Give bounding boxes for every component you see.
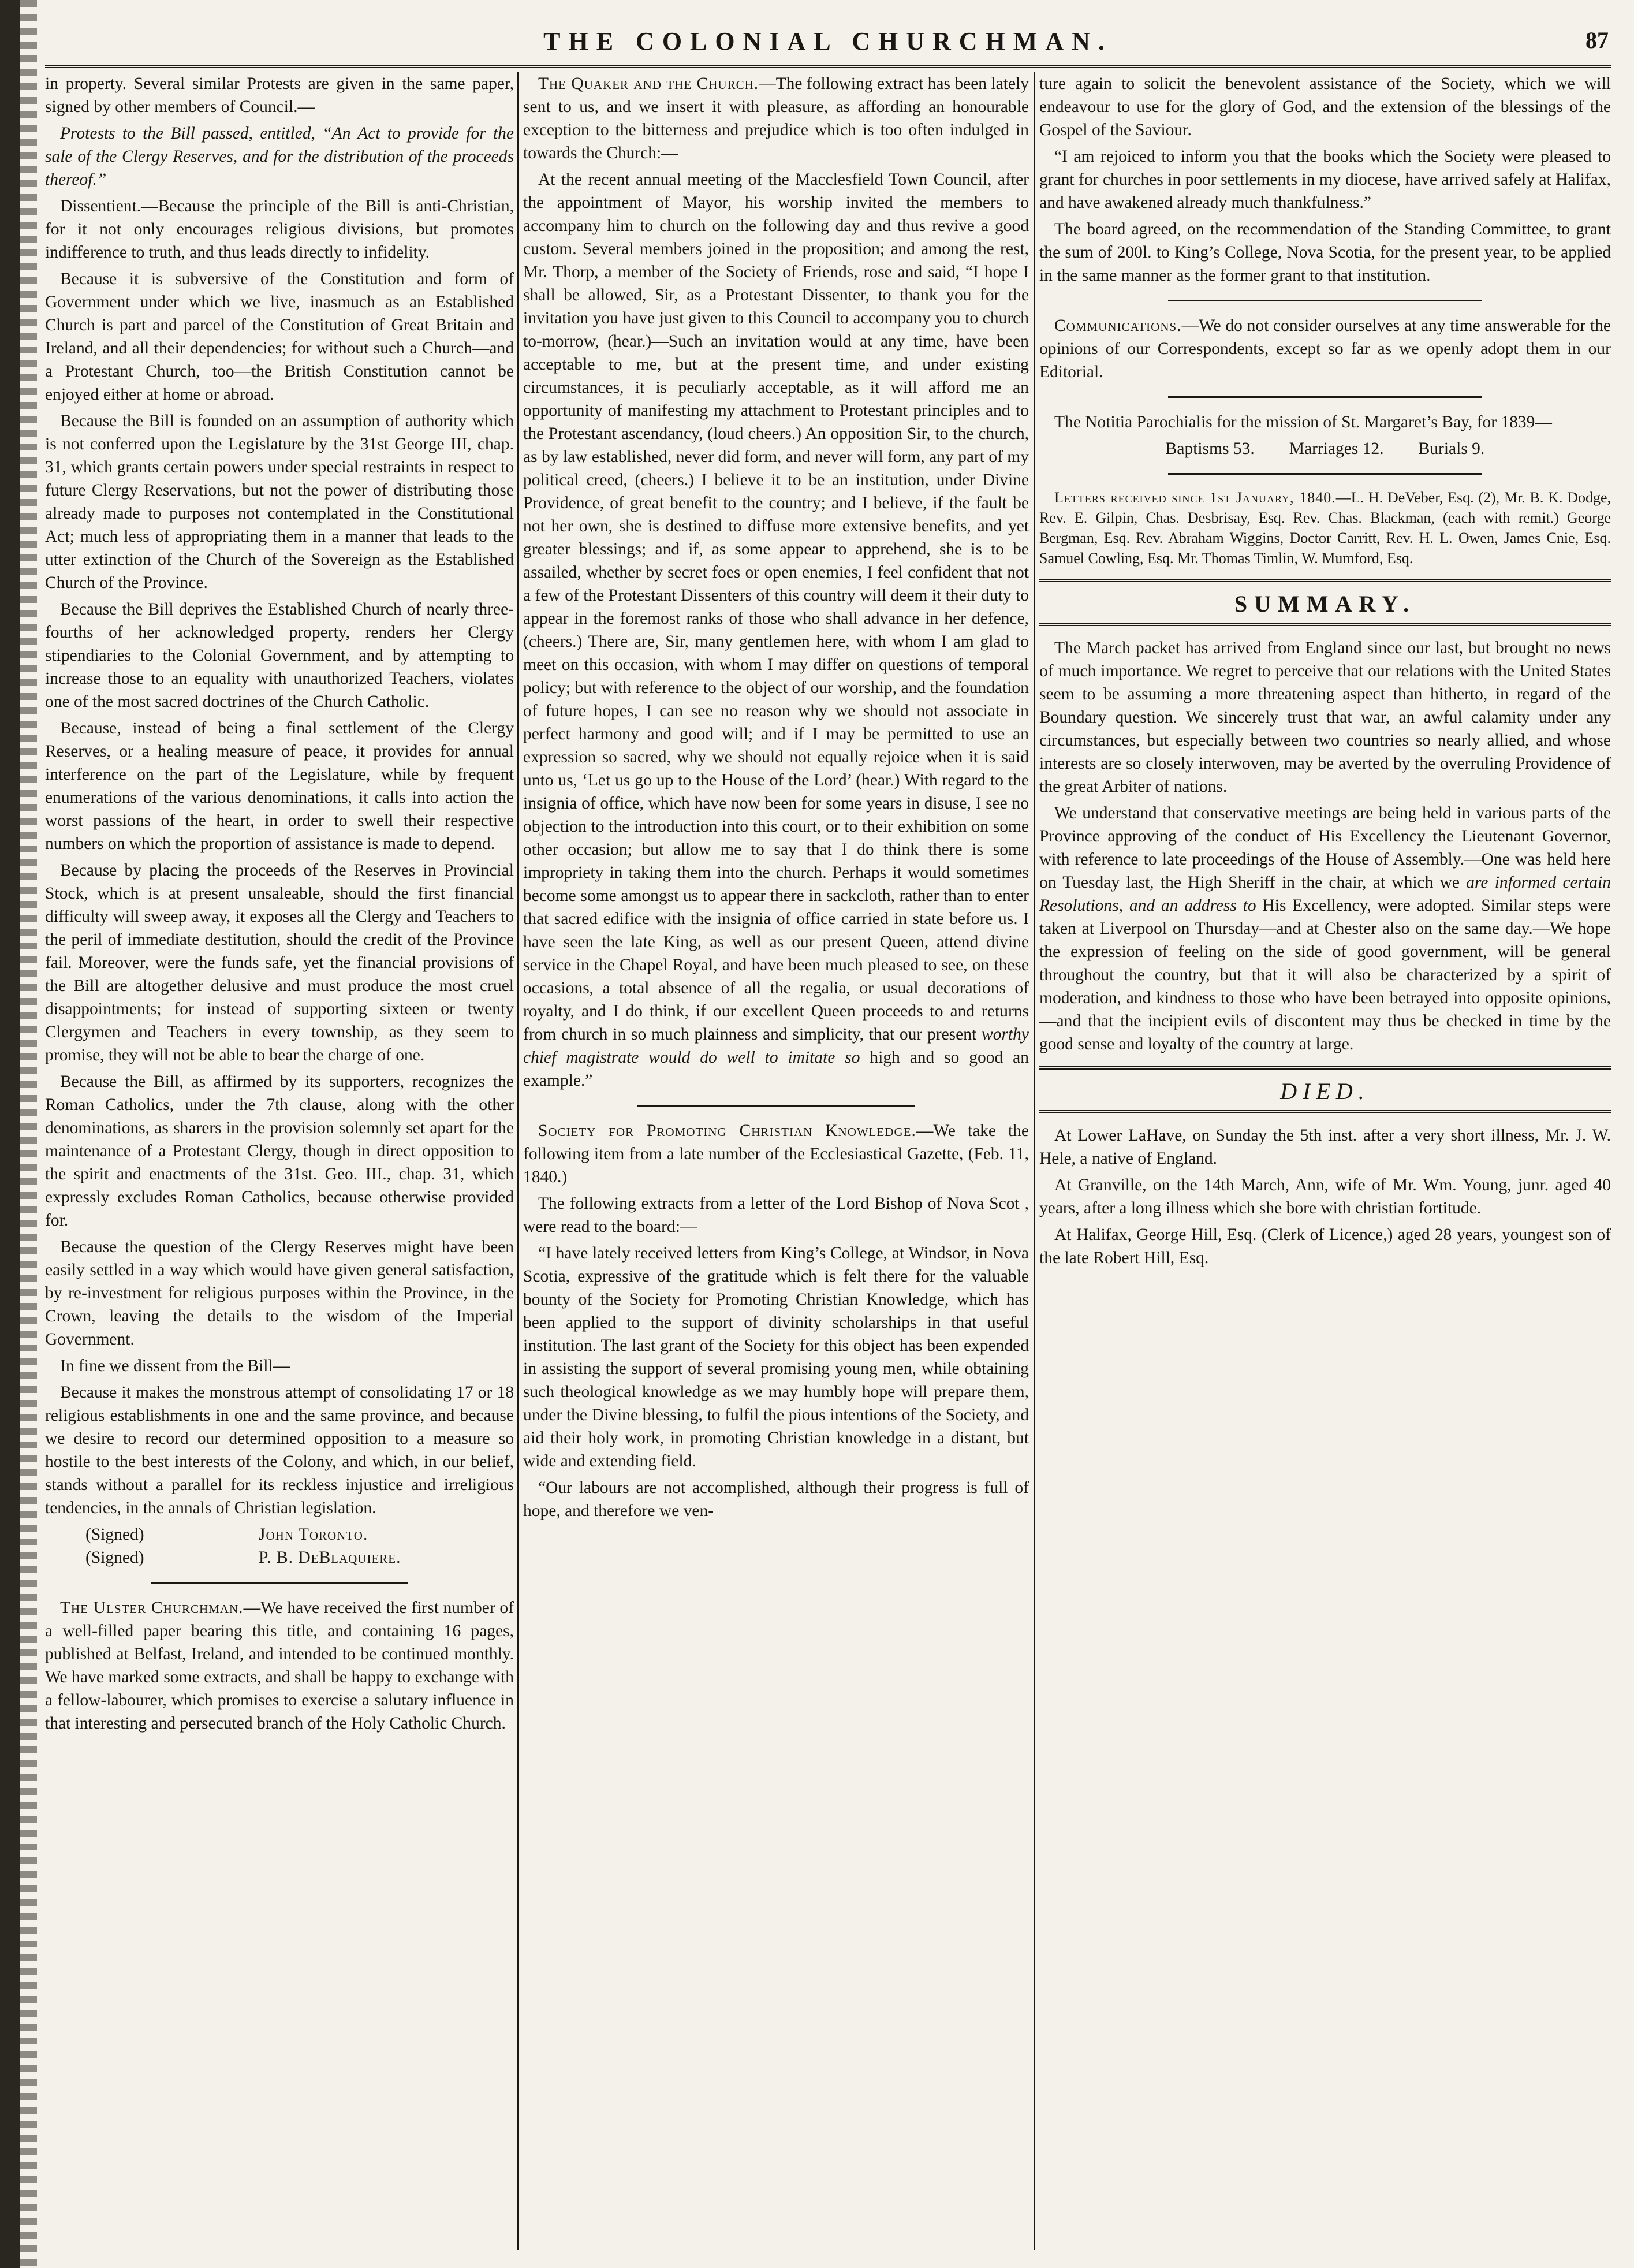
page-number: 87 bbox=[1585, 27, 1609, 53]
article-text: The March packet has arrived from England since our last, but brought no news of much importance. We regret to perceive that our relations with the United States seem to be assuming a more threatening aspect than hitherto, in regard of the Boundary question. We sincerely trust that war, an awful calamity under any circumstances, but especially between two countries so nearly allied, and whose interests are so closely interwoven, may be averted by the overruling Providence of the great Arbiter of nations. bbox=[1039, 639, 1611, 796]
section-divider bbox=[637, 1105, 915, 1107]
article-text bbox=[523, 72, 1029, 165]
quaker-italic: worthy chief magistrate would do well to imitate so bbox=[523, 1025, 1029, 1067]
newspaper-title: THE COLONIAL CHURCHMAN. bbox=[543, 27, 1113, 55]
spck-intro: —We take the following item from a late number of the Ecclesiastical Gazette, (Feb. 11, 1840.) bbox=[523, 1122, 1029, 1186]
article-text: Because it is subversive of the Constitution and form of Government under which we live, inasmuch as an Established Church is part and parcel of the Constitution of Great Britain and Ireland, and all their dependencies; for without such a Church—and a Protestant Church, too—the British Constitution cannot be enjoyed either at home or abroad. bbox=[45, 270, 514, 404]
signature-line bbox=[45, 1546, 514, 1569]
obituary: At Halifax, George Hill, Esq. (Clerk of Licence,) aged 28 years, youngest son of the late Robert Hill, Esq. bbox=[1039, 1226, 1611, 1267]
article-text: Because the Bill is founded on an assumption of authority which is not conferred upon the Legislature by the 31st George III, chap. 31, which grants certain powers under special restraints in respect to future Clergy Reservations, but not the power of distributing those already made to purposes not contemplated in the Constitutional Act; much less of appropriating them in a manner that leads to the utter extinction of the Church of the Sovereign as the Established Church of the Province. bbox=[45, 412, 514, 592]
article-text: “I am rejoiced to inform you that the books which the Society were pleased to grant for churches in poor settlements in my diocese, have arrived safely at Halifax, and have awakened already much thankfulness.” bbox=[1039, 147, 1611, 212]
letters-heading: Letters received since 1st January, 1840. bbox=[1054, 489, 1336, 506]
section-divider bbox=[1039, 1066, 1611, 1070]
article-text: In fine we dissent from the Bill— bbox=[60, 1357, 290, 1375]
parish-statistics bbox=[1039, 437, 1611, 460]
ulster-text: —We have received the first number of a well-filled paper bearing this title, and containing 16 pages, published at Belfast, Ireland, and intended to be continued monthly. We have marked some extracts, and shall be happy to exchange with a fellow-labourer, which promises to exercise a salutary influence in that interesting and persecuted branch of the Holy Catholic Church. bbox=[45, 1599, 514, 1733]
quaker-heading: The Quaker and the Church. bbox=[538, 75, 759, 93]
obituary: At Lower LaHave, on Sunday the 5th inst. after a very short illness, Mr. J. W. Hele, a native of England. bbox=[1039, 1126, 1611, 1168]
communications-text: —We do not consider ourselves at any time answerable for the opinions of our Correspondents, except so far as we openly adopt them in our Editorial. bbox=[1039, 316, 1611, 381]
burials-count: Burials 9. bbox=[1418, 440, 1485, 458]
signatory-name: P. B. DeBlaquiere. bbox=[259, 1548, 401, 1567]
column-divider-2 bbox=[1034, 72, 1035, 2250]
article-text: “Our labours are not accomplished, although their progress is full of hope, and therefore we ven- bbox=[523, 1479, 1029, 1520]
died-heading: DIED. bbox=[1280, 1078, 1370, 1104]
article-text: Because it makes the monstrous attempt of consolidating 17 or 18 religious establishments in one and the same province, and because we desire to record our determined opposition to a measure so hostile to the best interests of the Colony, and which, in our belief, stands without a parallel for its reckless injustice and irreligious tendencies, in the annals of Christian legislation. bbox=[45, 1383, 514, 1517]
summary-text: His Excellency, were adopted. Similar steps were taken at Liverpool on Thursday—and at Chester also on the same day.—We hope the expression of feeling on the side of good government, will be general throughout the country, but that it will also be characterized by a spirit of moderation, and kindness to those who have been betrayed into opposite opinions,—and that the incipient evils of discontent may thus be checked in time by the good sense and loyalty of the country at large. bbox=[1039, 896, 1611, 1053]
section-divider bbox=[151, 1582, 409, 1584]
letters-received bbox=[1039, 487, 1611, 568]
quaker-intro: —The following extract has been lately sent to us, and we insert it with pleasure, as affording an honourable exception to the bitterness and prejudice which is too often indulged in towards the Church:— bbox=[523, 75, 1029, 162]
column-3 bbox=[1039, 72, 1611, 2255]
article-text: Because the Bill, as affirmed by its supporters, recognizes the Roman Catholics, under the 7th clause, along with the other denominations, as sharers in the provision solemnly set apart for the maintenance of a Protestant Clergy, though in direct opposition to the spirit and enactments of the 31st. Geo. III., chap. 31, which expressly excludes Roman Catholics, because otherwise provided for. bbox=[45, 1072, 514, 1230]
article-text: in property. Several similar Protests are given in the same paper, signed by other members of Council.— bbox=[45, 75, 514, 116]
article-text bbox=[523, 168, 1029, 1092]
article-text bbox=[523, 1119, 1029, 1189]
signature-line bbox=[45, 1523, 514, 1546]
article-text bbox=[1039, 802, 1611, 1056]
summary-text: We understand that conservative meetings are being held in various parts of the Province approving of the conduct of His Excellency the Lieutenant Governor, with reference to late proceedings of the House of Assembly.—One was held here on Tuesday last, the High Sheriff in the chair, at which we bbox=[1039, 804, 1611, 892]
section-divider bbox=[1039, 579, 1611, 582]
article-text: Because the Bill deprives the Established Church of nearly three-fourths of her acknowledged property, renders her Clergy stipendiaries to the Colonial Government, and by attempting to increase those to an equality with unauthorized Teachers, violates one of the most sacred doctrines of the Church Catholic. bbox=[45, 600, 514, 711]
column-1 bbox=[45, 72, 514, 2255]
column-2 bbox=[523, 72, 1029, 2255]
spck-heading: Society for Promoting Christian Knowledge. bbox=[538, 1122, 916, 1140]
marriages-count: Marriages 12. bbox=[1289, 440, 1384, 458]
signatory-name: John Toronto. bbox=[259, 1525, 368, 1544]
letters-text: —L. H. DeVeber, Esq. (2), Mr. B. K. Dodge, Rev. E. Gilpin, Chas. Desbrisay, Esq. Rev. Chas. Blackman, (each with remit.) George Bergman, Esq. Rev. Abraham Wiggins, Doctor Carritt, Rev. H. L. Owen, James Cnie, Esq. Samuel Cowling, Esq. Mr. Thomas Timlin, W. Mumford, Esq. bbox=[1039, 489, 1611, 567]
communications-heading: Communications. bbox=[1054, 316, 1182, 335]
article-text: Because by placing the proceeds of the Reserves in Provincial Stock, which is at present unsaleable, should the first financial difficulty will sweep away, it exposes all the Clergy and Teachers to the peril of immediate destitution, should the credit of the Province fail. Moreover, were the funds safe, yet the financial provisions of the Bill are altogether delusive and must produce the most cruel disappointments; for instead of supporting sixteen or twenty Clergymen and Teachers in every township, as they seem to promise, they will not be able to bear the charge of one. bbox=[45, 861, 514, 1064]
baptisms-count: Baptisms 53. bbox=[1165, 440, 1255, 458]
article-text: ture again to solicit the benevolent assistance of the Society, which we will endeavour to use for the glory of God, and the extension of the blessings of the Gospel of the Saviour. bbox=[1039, 75, 1611, 139]
article-text: Because the question of the Clergy Reserves might have been easily settled in a way which would have given general satisfaction, by re-investment for religious purposes within the Province, in the Crown, leaving the details to the wisdom of the Imperial Government. bbox=[45, 1238, 514, 1349]
signed-label: (Signed) bbox=[85, 1548, 144, 1567]
adjacent-page-edge bbox=[20, 0, 37, 2268]
section-divider bbox=[1168, 300, 1483, 301]
section-divider bbox=[1168, 396, 1483, 398]
quaker-end: high and so good an example.” bbox=[523, 1048, 1029, 1090]
protest-heading: Protests to the Bill passed, entitled, “An Act to provide for the sale of the Clergy Reserves, and for the distribution of the proceeds thereof.” bbox=[45, 124, 514, 189]
signed-label: (Signed) bbox=[85, 1525, 144, 1544]
section-divider bbox=[1039, 1110, 1611, 1113]
quaker-body: At the recent annual meeting of the Macclesfield Town Council, after the appointment of Mayor, his worship invited the members to accompany him to church on the following day and thus revive a good custom. Several members joined in the proposition; and among the rest, Mr. Thorp, a member of the Society of Friends, rose and said, “I hope I shall be allowed, Sir, as a Protestant Dissenter, to thank you for the invitation you have just given to this Council to accompany you to church to-morrow, (hear.)—Such an invitation would at any time, have been acceptable to me, but at the present time, and under existing circumstances, it is peculiarly acceptable, as it will afford me an opportunity of manifesting my attachment to Protestant principles and to the Protestant ascendancy, (loud cheers.) An opposition Sir, to the church, as by law established, never did form, and never will form, any part of my political creed, (cheers.) I believe it to be an institution, under Divine Providence, of great benefit to the country; and I believe, if the fault be not her own, she is destined to diffuse more extensive benefits, and yet greater blessings; and if, as some appear to apprehend, she is to be assailed, whether by secret foes or open enemies, I feel confident that not a few of the Protestant Dissenters of this country will deem it their duty to appear in the foremost ranks of those who shall advance in her defence, (cheers.) There are, Sir, many gentlemen here, with whom I am glad to meet on this occasion, with whom I may differ on questions of temporal policy; but with reference to the object of our worship, and the foundation of future hopes, I can see no reason why we should not associate in perfect harmony and good will; and if I may be permitted to use an expression so sacred, why we should not equally rejoice when it is said unto us, ‘Let us go up to the House of the Lord’ (hear.) With regard to the insignia of office, which have now been for some years in disuse, I see no objection to the introduction into this court, or to their exhibition on some other occasion; but allow me to say that I do think there is some impropriety in taking them into the church. Perhaps it would sometimes become some amongst us to appear there in sackcloth, rather than to enter that sacred edifice with the insignia of office carried in state before us. I have seen the late King, as well as our present Queen, attend divine service in the Chapel Royal, and have been much pleased to see, on these occasions, a total absence of all the regalia, or usual decorations of royalty, and I do think, if our excellent Queen proceeds to and returns from church in so much plainness and simplicity, that our present bbox=[523, 170, 1029, 1044]
article-text: Because, instead of being a final settlement of the Clergy Reserves, or a healing measure of peace, it provides for annual interference on the part of the Legislature, while by frequent enumerations of the various denominations, it calls into action the worst passions of the heart, in order to swell their respective numbers on which the proportion of assistance is made to depend. bbox=[45, 719, 514, 853]
summary-italic: are informed certain Resolutions, and an address to bbox=[1039, 873, 1611, 915]
notitia-text: The Notitia Parochialis for the mission of St. Margaret’s Bay, for 1839— bbox=[1054, 413, 1552, 431]
binding-spine bbox=[0, 0, 20, 2268]
article-text: The board agreed, on the recommendation of the Standing Committee, to grant the sum of 200l. to King’s College, Nova Scotia, for the present year, to be applied in the same manner as the former grant to that institution. bbox=[1039, 220, 1611, 285]
section-divider bbox=[1039, 623, 1611, 626]
article-text: The following extracts from a letter of the Lord Bishop of Nova Scot , were read to the board:— bbox=[523, 1194, 1029, 1236]
article-text bbox=[1039, 314, 1611, 383]
article-text bbox=[45, 1596, 514, 1735]
obituary: At Granville, on the 14th March, Ann, wife of Mr. Wm. Young, junr. aged 40 years, after a long illness which she bore with christian fortitude. bbox=[1039, 1176, 1611, 1217]
article-text: “I have lately received letters from King’s College, at Windsor, in Nova Scotia, expressive of the gratitude which is felt there for the valuable bounty of the Society for Promoting Christian Knowledge, which has been applied to the support of divinity scholarships in that useful institution. The last grant of the Society for this object has been expended in assisting the support of several promising young men, while obtaining such theological knowledge as we may humbly hope will prepare them, under the Divine blessing, to fulfil the pious intentions of the Society, and aid their holy work, in promoting Christian knowledge in a distant, but wide and extending field. bbox=[523, 1244, 1029, 1470]
column-divider-1 bbox=[517, 72, 519, 2250]
section-divider bbox=[1168, 473, 1483, 475]
article-text: Dissentient.—Because the principle of the Bill is anti-Christian, for it not only encourages religious divisions, but promotes indifference to truth, and thus leads directly to infidelity. bbox=[45, 197, 514, 262]
ulster-heading: The Ulster Churchman. bbox=[60, 1599, 244, 1617]
page-header bbox=[45, 23, 1611, 68]
summary-heading: SUMMARY. bbox=[1234, 591, 1416, 617]
